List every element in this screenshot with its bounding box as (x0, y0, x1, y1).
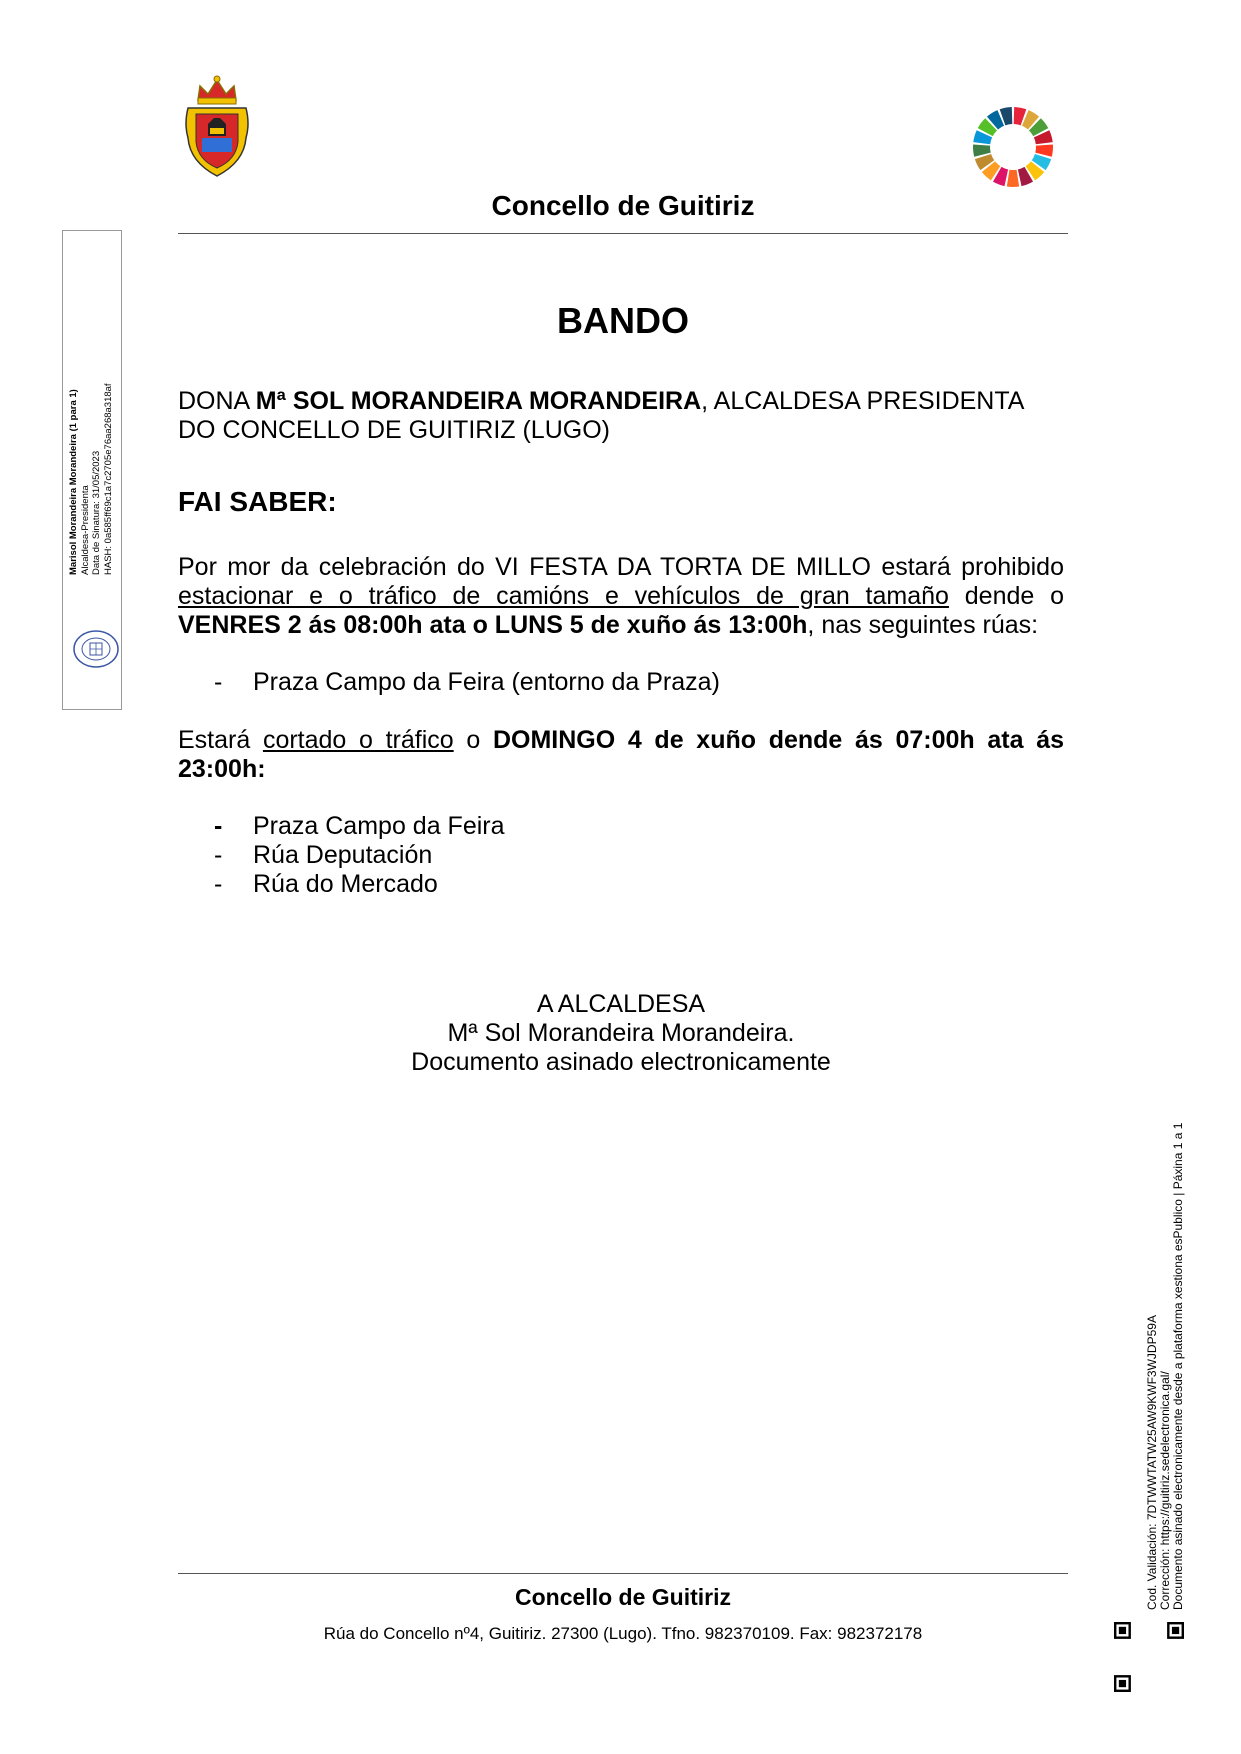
signer-line: Marisol Morandeira Morandeira (1 para 1) (68, 389, 79, 575)
list-dash: - (214, 668, 223, 696)
street-name: Praza Campo da Feira (entorno da Praza) (253, 668, 720, 696)
list-item (178, 870, 1064, 899)
signature-details (68, 365, 114, 575)
sdg-wheel-logo (972, 106, 1054, 188)
list-item (178, 812, 1064, 841)
signature-date: Data de Sinatura: 31/05/2023 (91, 450, 102, 575)
qr-module (1119, 1627, 1126, 1634)
list-item (178, 668, 1064, 697)
footer-divider (178, 1573, 1068, 1574)
list-dash: - (214, 841, 223, 869)
sdg-segment (1007, 170, 1019, 187)
list-dash: - (214, 812, 223, 840)
signature-hash: HASH: 0a585ff69c1a7c2705e76aa268a318af (102, 383, 114, 575)
intro-paragraph (178, 387, 1064, 445)
official-seal-stamp (70, 628, 122, 670)
list-item (178, 841, 1064, 870)
intro-prefix: DONA (178, 387, 256, 415)
para1-dates: VENRES 2 ás 08:00h ata o LUNS 5 de xuño ás 13:00h (178, 611, 808, 639)
para2-dates: DOMINGO 4 de xuño dende ás 07:00h ata ás 23:00h: (178, 726, 1064, 783)
header-divider (178, 233, 1068, 234)
signer-role: Alcaldesa-Presidenta (79, 485, 91, 575)
para1-text-a: Por mor da celebración do VI FESTA DA TORTA DE MILLO estará prohibido (178, 553, 1064, 581)
para2-text-b: o (453, 726, 493, 754)
street-name: Praza Campo da Feira (253, 812, 505, 840)
para2-underlined: cortado o tráfico (262, 726, 454, 754)
qr-module (1172, 1627, 1179, 1634)
street-list-1 (178, 668, 1064, 697)
list-dash: - (214, 870, 223, 898)
platform-note: Documento asinado electronicamente desde a plataforma xestiona esPublico | Páxina 1 a 1 (1171, 1122, 1185, 1610)
para1-text-b: dende o (948, 582, 1064, 610)
validation-code: Cod. Validación: 7DTWWTATW25AW9KWF3WJDP59A (1145, 1315, 1159, 1610)
parking-ban-paragraph (178, 553, 1064, 640)
verification-strip (1146, 1090, 1185, 1610)
signoff-role: A ALCALDESA (536, 990, 706, 1018)
traffic-closure-paragraph (178, 726, 1064, 784)
intro-suffix: , ALCALDESA PRESIDENTA DO CONCELLO DE GUITIRIZ (LUGO) (178, 387, 1024, 444)
fai-saber-heading: FAI SABER: (178, 486, 337, 517)
qr-module (1119, 1680, 1126, 1687)
signoff-block (178, 990, 1064, 1077)
street-name: Rúa Deputación (253, 841, 433, 869)
street-name: Rúa do Mercado (253, 870, 438, 898)
para1-text-c: , nas seguintes rúas: (807, 611, 1039, 639)
street-list-2 (178, 812, 1064, 899)
document-title: BANDO (557, 300, 689, 341)
mayor-name: Mª SOL MORANDEIRA MORANDEIRA (255, 387, 702, 415)
verification-url: Corrección: https://guitiriz.sedelectronica.gal/ (1158, 1371, 1172, 1610)
header-title: Concello de Guitiriz (491, 190, 755, 221)
para2-text-a: Estará (178, 726, 263, 754)
para1-underlined: estacionar e o tráfico de camións e vehículos de gran tamaño (178, 582, 949, 610)
footer-title: Concello de Guitiriz (515, 1584, 731, 1610)
qr-code[interactable] (1114, 1622, 1184, 1692)
coat-of-arms-logo (178, 72, 256, 184)
footer-address: Rúa do Concello nº4, Guitiriz. 27300 (Lugo). Tfno. 982370109. Fax: 982372178 (323, 1624, 923, 1643)
signoff-name: Mª Sol Morandeira Morandeira. (447, 1019, 795, 1047)
signoff-note: Documento asinado electronicamente (411, 1048, 831, 1076)
